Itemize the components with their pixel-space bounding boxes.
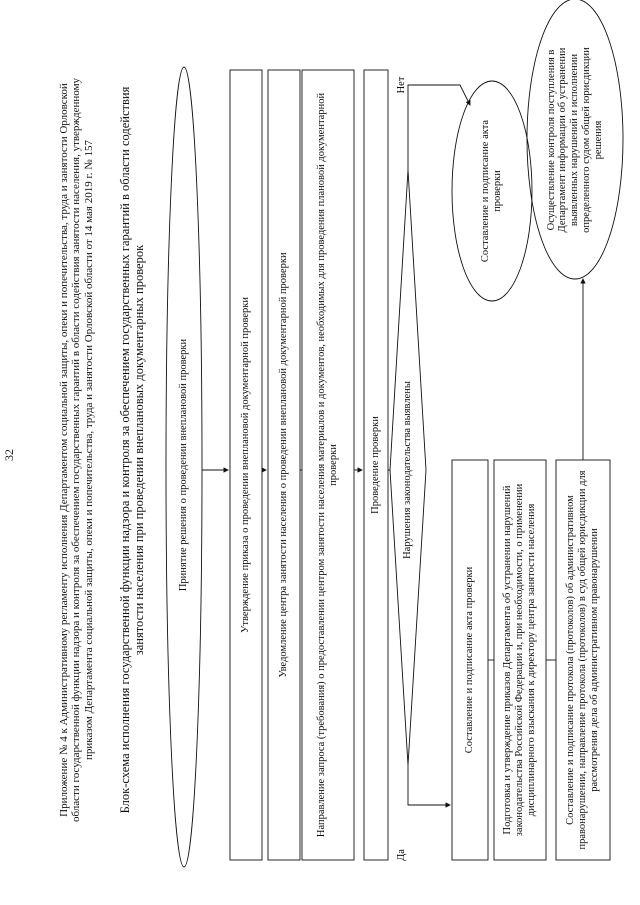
step-conduct-label: Проведение проверки	[370, 416, 382, 514]
branch-yes-label: Да	[396, 849, 408, 861]
act-yes-label: Составление и подписание акта проверки	[464, 566, 476, 754]
branch-no-label: Нет	[396, 76, 408, 94]
flowchart-title: Блок-схема исполнения государственной функции надзора и контроля за обеспечением государственных гарантий в области содействия занятости населения при проведении внеплановых документарных проверок	[118, 86, 146, 814]
decision-question-label: Нарушения законодательства выявлены	[402, 381, 414, 559]
page-number: 32	[2, 449, 16, 461]
step-notify-label: Уведомление центра занятости населения о проведении внеплановой документарной проверки	[278, 252, 290, 678]
step-request-label: Направление запроса (требования) о предоставлении центром занятости населения материалов и документов, необходимых для проведения плановой документарной проверки	[316, 92, 339, 838]
act-no-label: Составление и подписание акта проверки	[480, 119, 503, 263]
step-order-label: Утверждение приказа о проведении внеплановой документарной проверки	[240, 297, 252, 634]
prepare-orders-label: Подготовка и утверждение приказов Департамента об устранении нарушений законодательства Российской Федерации и, при необходимости, о применении дисциплинарного взыскания к директору центра занятости населения	[502, 483, 537, 837]
protocols-label: Составление и подписание протокола (протоколов) об административном правонарушении, направление протокола (протоколов) в суд общей юрисдикции для рассмотрения дела об административном правонарушении	[565, 470, 600, 850]
appendix-header: Приложение № 4 к Административному регламенту исполнения Департаментом социальной защиты, опеки и попечительства, труда и занятости Орловской области государственной функции надзора и контроля за обеспечением государственных гарантий в области содействия занятости населения, утвержденному приказом Департамента социальной защиты, опеки и попечительства, труда и занятости Орловской области от 14 мая 2019 г. № 157	[58, 77, 95, 823]
control-label: Осуществление контроля поступления в Департамент информации об устранении выявленных нарушений и исполнении определенного судом общей юрисдикции решения	[545, 47, 604, 233]
step-decision-label: Принятие решения о проведении внеплановой проверки	[178, 338, 190, 592]
